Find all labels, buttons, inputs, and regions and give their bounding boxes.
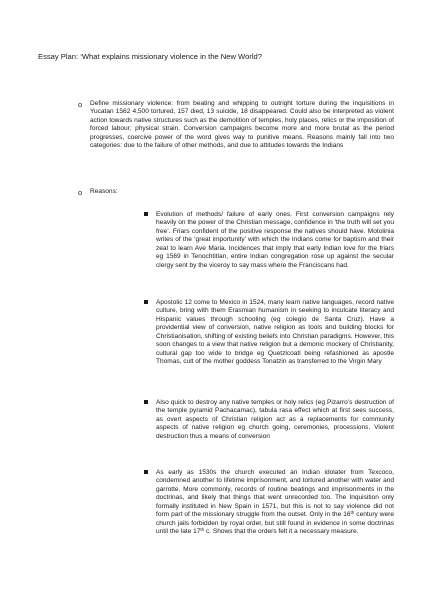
- reason-item-destruction: [156, 399, 394, 441]
- superscript: th: [350, 510, 355, 516]
- reason-text-part: century were church jails forbidden by royal order, but still found in evidence in some doctrinas until the late 17: [156, 511, 394, 536]
- definition-text: Define missionary violence: from beating and whipping to outright torture during the inquisitions in Yucatan 1562 4,500 tortured, 157 died, 13 suicide, 18 disappeared. Could also be interpreted as violent action towards native structures such as the demolition of temples, holy places, relics or the imposition of forced labour; physical strain. Conversion campaigns become more and more brutal as the period progresses, coercive power of the word gives way to punitive means. Reasons mainly fall into two categories: due to the failure of other methods, and due to attitudes towards the Indians: [90, 100, 394, 150]
- reason-text-part: c. Shows that the orders felt it a necessary measure.: [204, 528, 359, 536]
- circle-bullet-icon: o: [78, 188, 83, 197]
- definition-point: [78, 100, 394, 151]
- reason-text-part: As early as 1530s the church executed an Indian idolater from Texcoco, condemned another to lifetime imprisonment, and tortured another with water and garrotte. More commonly, records of routine beatings and imprisonments in the doctrinas, and likely that things that went unrecorded too. The Inquisition only formally instituted in New Spain in 1571, but this is not to say violence did not form part of the missionary struggle from the outset. Only in the 16: [156, 469, 394, 519]
- reasons-heading: Reasons:: [90, 188, 118, 195]
- square-bullet-icon: [144, 470, 148, 474]
- reason-item-inquisition: [156, 469, 394, 537]
- reasons-heading-point: [78, 188, 394, 197]
- square-bullet-icon: [144, 300, 148, 304]
- reason-text: Evolution of methods/ failure of early ones. First conversion campaigns rely heavily on the power of the Christian message, confidence in ‘the truth will set you free’. Friars confident of the positive response the natives should have. Motolinia writes of the ‘great importunity’ with which the Indians come for baptism and their zeal to learn Ave Maria. Incidences that imply that early Indian love for the friars eg 1569 in Tenochtitlan, entire Indian congregation rose up against the secular clergy sent by the viceroy to say mass where the Franciscans had.: [156, 211, 394, 269]
- square-bullet-icon: [144, 400, 148, 404]
- superscript: th: [200, 527, 205, 533]
- reason-text: Also quick to destroy any native temples or holy relics (eg Pizarro’s destruction of the temple pyramid Pachacamac), tabula rasa effect which at first sees success, as overt aspects of Christian religion act as a replacements for community aspects of native religion eg church going, ceremonies, processions. Violent destruction thus a means of conversion: [156, 399, 394, 440]
- reason-item-apostolic: [156, 299, 394, 367]
- circle-bullet-icon: o: [78, 100, 83, 109]
- reason-text: Apostolic 12 come to Mexico in 1524, many learn native languages, record native culture, bring with them Erasmian humanism in seeking to inculcate literacy and Hispanic values through schooling (eg colegio de Santa Cruz). Have a providential view of conversion, native religion as tools and building blocks for Christianisation, shifting of existing beliefs into Christian paradigms. However, this soon changes to a view that native religion but a demonic mockery of Christianity, cultural gap too wide to bridge eg Quetzlcoatl being refashioned as apostle Thomas, cult of the mother goddess Tonatzin as transferred to the Virgin Mary: [156, 299, 394, 366]
- reason-text: [156, 469, 394, 537]
- essay-title: Essay Plan: ‘What explains missionary violence in the New World?: [38, 52, 262, 61]
- reason-item-methods: [156, 211, 394, 270]
- square-bullet-icon: [144, 212, 148, 216]
